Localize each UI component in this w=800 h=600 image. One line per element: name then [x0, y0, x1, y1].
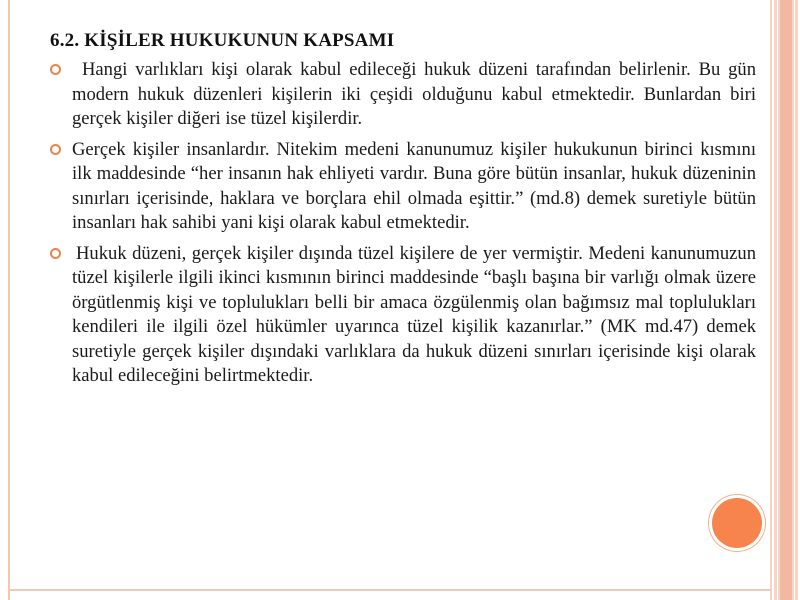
bottom-border-line — [8, 589, 770, 591]
bullet-text: Gerçek kişiler insanlardır. Nitekim medeni kanunumuz kişiler hukukunun birinci kısmını ilk maddesinde “her insanın hak ehliyeti vardır. Buna göre bütün insanlar, hukuk düzeninin sınırları içerisinde, haklara ve borçlara ehil olmada eşittir.” (md.8) demek suretiyle bütün insanları hak sahibi yani kişi olarak kabul etmektedir. — [72, 138, 756, 233]
right-band-line — [777, 0, 778, 600]
ring-bullet-icon — [50, 144, 61, 155]
left-border-line — [8, 0, 10, 600]
bullet-list — [46, 58, 756, 389]
ring-bullet-icon — [50, 248, 61, 259]
bullet-text: Hukuk düzeni, gerçek kişiler dışında tüzel kişilere de yer vermiştir. Medeni kanunumuzun tüzel kişilerle ilgili ikinci kısmının birinci maddesinde “başlı başına bir varlığı olmak üzere örgütlenmiş kişi ve toplulukları belli bir amaca özgülenmiş olan bağımsız mal toplulukları kendileri ile ilgili özel hükümler uyarınca tüzel kişilik kazanırlar.” (MK md.47) demek suretiyle gerçek kişiler dışındaki varlıklara da hukuk düzeni sınırları içerisinde kişi olarak kabul edileceğini belirtmektedir. — [72, 242, 756, 386]
right-band-inner — [780, 0, 792, 600]
bullet-text: Hangi varlıkları kişi olarak kabul edileceği hukuk düzeni tarafından belirlenir. Bu gün modern hukuk düzenleri kişilerin iki çeşidi olduğunu kabul etmektedir. Bunlardan biri gerçek kişiler diğeri ise tüzel kişilerdir. — [72, 59, 756, 129]
bullet-item — [46, 242, 756, 389]
right-band-stripe — [770, 0, 772, 600]
bullet-item — [46, 138, 756, 236]
slide-title: 6.2. KİŞİLER HUKUKUNUN KAPSAMI — [50, 30, 395, 51]
ring-bullet-icon — [50, 64, 61, 75]
right-band-line — [794, 0, 795, 600]
decorative-circle-icon — [712, 498, 762, 548]
bullet-item — [46, 58, 756, 132]
slide-content — [46, 30, 756, 395]
